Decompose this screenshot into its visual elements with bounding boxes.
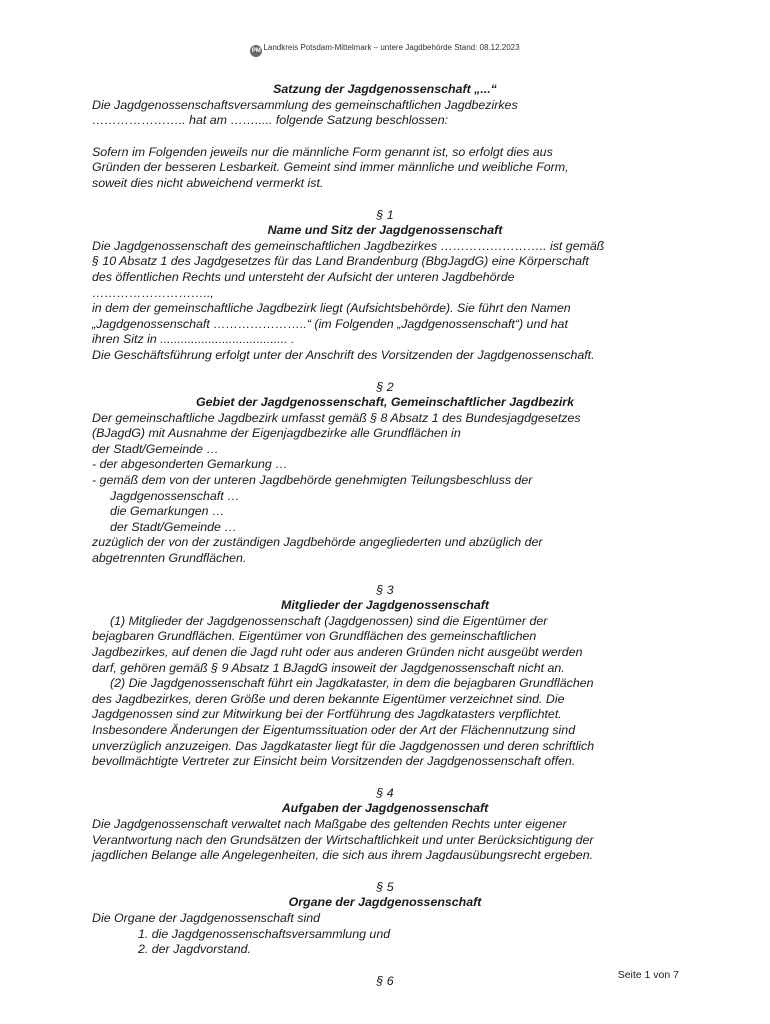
section-number: § 6 (376, 973, 394, 988)
section-number: § 4 (376, 785, 394, 800)
paragraph-line: die Gemarkungen … (110, 504, 225, 519)
list-item: 2. der Jagdvorstand. (138, 942, 251, 957)
note-line: soweit dies nicht abweichend vermerkt ist. (92, 175, 324, 190)
paragraph-line: der Stadt/Gemeinde … (92, 441, 219, 456)
intro-line: Die Jagdgenossenschaftsversammlung des gemeinschaftlichen Jagdbezirkes (92, 97, 518, 112)
section-number: § 2 (376, 379, 394, 394)
paragraph-line: - der abgesonderten Gemarkung … (92, 457, 288, 472)
page-header (0, 43, 770, 57)
paragraph-line: Insbesondere Änderungen der Eigentumssituation oder der Art der Flächennutzung sind (92, 722, 576, 737)
paragraph-line: ihren Sitz in ..................................... . (92, 332, 295, 347)
paragraph-line: des öffentlichen Rechts und untersteht der Aufsicht der unteren Jagdbehörde (92, 269, 515, 284)
section-title: Aufgaben der Jagdgenossenschaft (281, 801, 489, 816)
paragraph-line: bevollmächtigte Vertreter zur Einsicht beim Vorsitzenden der Jagdgenossenschaft offen. (92, 754, 576, 769)
paragraph-line: zuzüglich der von der zuständigen Jagdbehörde angegliederten und abzüglich der (92, 535, 543, 550)
note-line: Sofern im Folgenden jeweils nur die männliche Form genannt ist, so erfolgt dies aus (92, 144, 553, 159)
section-number: § 5 (376, 879, 394, 894)
section-title: Mitglieder der Jagdgenossenschaft (281, 598, 489, 613)
paragraph-line: unverzüglich anzuzeigen. Das Jagdkataster liegt für die Jagdgenossen und deren schriftlich (92, 738, 595, 753)
paragraph-line: der Stadt/Gemeinde … (110, 519, 237, 534)
section-number: § 3 (376, 582, 394, 597)
paragraph-line: ……………………….., (92, 285, 214, 300)
paragraph-line: (BJagdG) mit Ausnahme der Eigenjagdbezirke alle Grundflächen in (92, 426, 461, 441)
paragraph-line: Verantwortung nach den Grundsätzen der Wirtschaftlichkeit und unter Berücksichtigung der (92, 832, 594, 847)
paragraph-line: Die Jagdgenossenschaft verwaltet nach Maßgabe des geltenden Rechts unter eigener (92, 816, 567, 831)
document-title: Satzung der Jagdgenossenschaft „...“ (273, 82, 497, 96)
section-title: Organe der Jagdgenossenschaft (288, 895, 482, 910)
paragraph-line: Die Organe der Jagdgenossenschaft sind (92, 910, 320, 925)
paragraph-line: darf, gehören gemäß § 9 Absatz 1 BJagdG insoweit der Jagdgenossenschaft nicht an. (92, 660, 565, 675)
paragraph-line: (2) Die Jagdgenossenschaft führt ein Jagdkataster, in dem die bejagbaren Grundflächen (110, 676, 594, 691)
paragraph-line: Jagdgenossenschaft … (110, 488, 240, 503)
page-number: Seite 1 von 7 (617, 969, 679, 981)
paragraph-line: des Jagdbezirkes, deren Größe und deren bekannte Eigentümer verzeichnet sind. Die (92, 691, 565, 706)
paragraph-line: (1) Mitglieder der Jagdgenossenschaft (Jagdgenossen) sind die Eigentümer der (110, 613, 548, 628)
paragraph-line: abgetrennten Grundflächen. (92, 551, 247, 566)
header-text: Landkreis Potsdam-Mittelmark – untere Jagdbehörde Stand: 08.12.2023 (263, 43, 520, 52)
section-title: Gebiet der Jagdgenossenschaft, Gemeinschaftlicher Jagdbezirk (195, 395, 575, 410)
paragraph-line: Die Geschäftsführung erfolgt unter der Anschrift des Vorsitzenden der Jagdgenossenschaft. (92, 347, 595, 362)
paragraph-line: in dem der gemeinschaftliche Jagdbezirk liegt (Aufsichtsbehörde). Sie führt den Namen (92, 301, 571, 316)
intro-line: ………………….. hat am ……..... folgende Satzung beschlossen: (92, 113, 449, 128)
paragraph-line: Jagdgenossen sind zur Mitwirkung bei der Fortführung des Jagdkatasters verpflichtet. (92, 707, 562, 722)
note-line: Gründen der besseren Lesbarkeit. Gemeint sind immer männliche und weibliche Form, (92, 160, 569, 175)
paragraph-line: § 10 Absatz 1 des Jagdgesetzes für das Land Brandenburg (BbgJagdG) eine Körperschaft (92, 254, 589, 269)
section-title: Name und Sitz der Jagdgenossenschaft (267, 223, 503, 238)
paragraph-line: Der gemeinschaftliche Jagdbezirk umfasst gemäß § 8 Absatz 1 des Bundesjagdgesetzes (92, 410, 581, 425)
district-logo-icon: PM (250, 45, 262, 57)
section-number: § 1 (376, 207, 394, 222)
document-body (92, 82, 678, 989)
list-item: 1. die Jagdgenossenschaftsversammlung und (138, 926, 391, 941)
paragraph-line: jagdlichen Belange alle Angelegenheiten, die sich aus ihrem Jagdausübungsrecht ergeben. (92, 848, 594, 863)
paragraph-line: „Jagdgenossenschaft …………………..“ (im Folgenden „Jagdgenossenschaft“) und hat (92, 316, 568, 331)
paragraph-line: - gemäß dem von der unteren Jagdbehörde genehmigten Teilungsbeschluss der (92, 473, 533, 488)
paragraph-line: Die Jagdgenossenschaft des gemeinschaftlichen Jagdbezirkes …………………….. ist gemäß (92, 238, 605, 253)
paragraph-line: Jagdbezirkes, auf denen die Jagd ruht oder aus anderen Gründen nicht ausgeübt werden (92, 645, 583, 659)
paragraph-line: bejagbaren Grundflächen. Eigentümer von Grundflächen des gemeinschaftlichen (92, 629, 537, 644)
